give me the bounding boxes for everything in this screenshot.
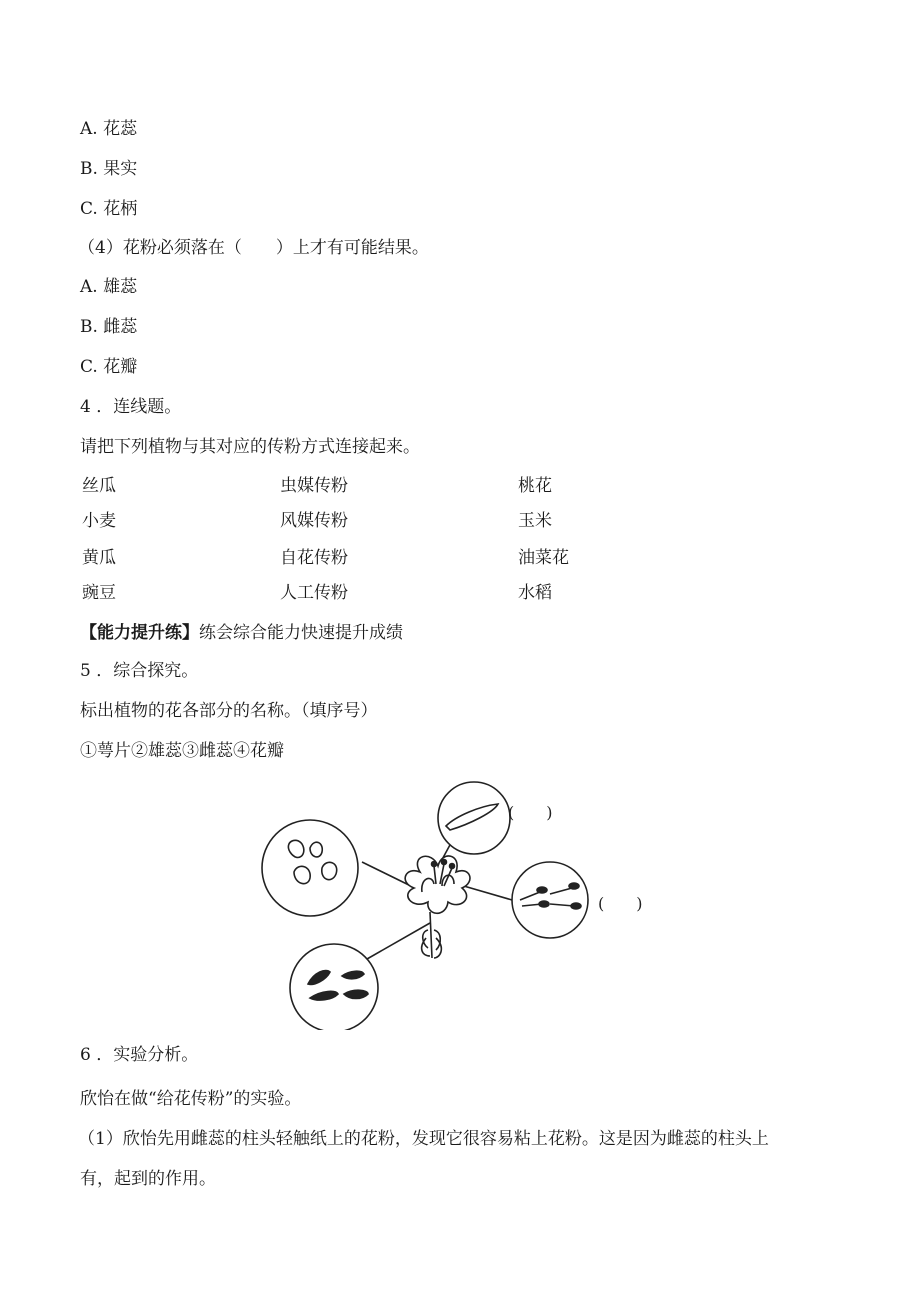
section-tag: 【能力提升练】 <box>80 623 199 643</box>
stamen-circle <box>512 862 588 938</box>
q3-option-b: B. 果实 <box>80 159 138 179</box>
q3-option-a: A. 花蕊 <box>80 119 138 139</box>
blank-label-stamen[interactable]: ( ) <box>598 894 643 913</box>
q4-middle-item: 自花传粉 <box>280 548 348 568</box>
q4-instruction: 请把下列植物与其对应的传粉方式连接起来。 <box>80 437 420 457</box>
pistil-circle <box>438 782 510 854</box>
petals-circle <box>262 820 358 916</box>
q3-4-option-a: A. 雄蕊 <box>80 277 138 297</box>
q3-option-c: C. 花柄 <box>80 199 138 219</box>
q4-right-item: 水稻 <box>518 583 552 603</box>
blank-label-pistil[interactable]: ( ) <box>508 803 553 822</box>
q4-heading: 4 ．连线题。 <box>80 397 182 417</box>
q5-instruction: 标出植物的花各部分的名称。（填序号） <box>80 701 378 721</box>
q4-right-item: 油菜花 <box>518 548 569 568</box>
sepals-circle <box>290 944 378 1030</box>
q4-left-item: 豌豆 <box>82 583 116 603</box>
q4-middle-item: 虫媒传粉 <box>280 476 348 496</box>
section-heading <box>80 622 403 644</box>
q4-right-item: 玉米 <box>518 511 552 531</box>
flower-diagram <box>250 780 680 1030</box>
q4-left-item: 黄瓜 <box>82 548 116 568</box>
q6-part1-line2: 有，起到的作用。 <box>80 1169 216 1189</box>
q3-4-prompt: （4）花粉必须落在（ ）上才有可能结果。 <box>78 238 429 258</box>
q5-options: ①萼片②雄蕊③雌蕊④花瓣 <box>80 741 284 761</box>
q6-intro: 欣怡在做“给花传粉”的实验。 <box>80 1089 302 1109</box>
q4-left-item: 小麦 <box>82 511 116 531</box>
q4-middle-item: 风媒传粉 <box>280 511 348 531</box>
q3-4-option-b: B. 雌蕊 <box>80 317 138 337</box>
q4-right-item: 桃花 <box>518 476 552 496</box>
section-text: 练会综合能力快速提升成绩 <box>199 623 403 643</box>
q6-part1-line1: （1）欣怡先用雌蕊的柱头轻触纸上的花粉，发现它很容易粘上花粉。这是因为雌蕊的柱头上 <box>78 1129 769 1149</box>
flower-illustration <box>405 856 470 958</box>
q6-heading: 6 ．实验分析。 <box>80 1045 199 1065</box>
q3-4-option-c: C. 花瓣 <box>80 357 138 377</box>
q5-heading: 5 ．综合探究。 <box>80 661 199 681</box>
q4-left-item: 丝瓜 <box>82 476 116 496</box>
q4-middle-item: 人工传粉 <box>280 583 348 603</box>
